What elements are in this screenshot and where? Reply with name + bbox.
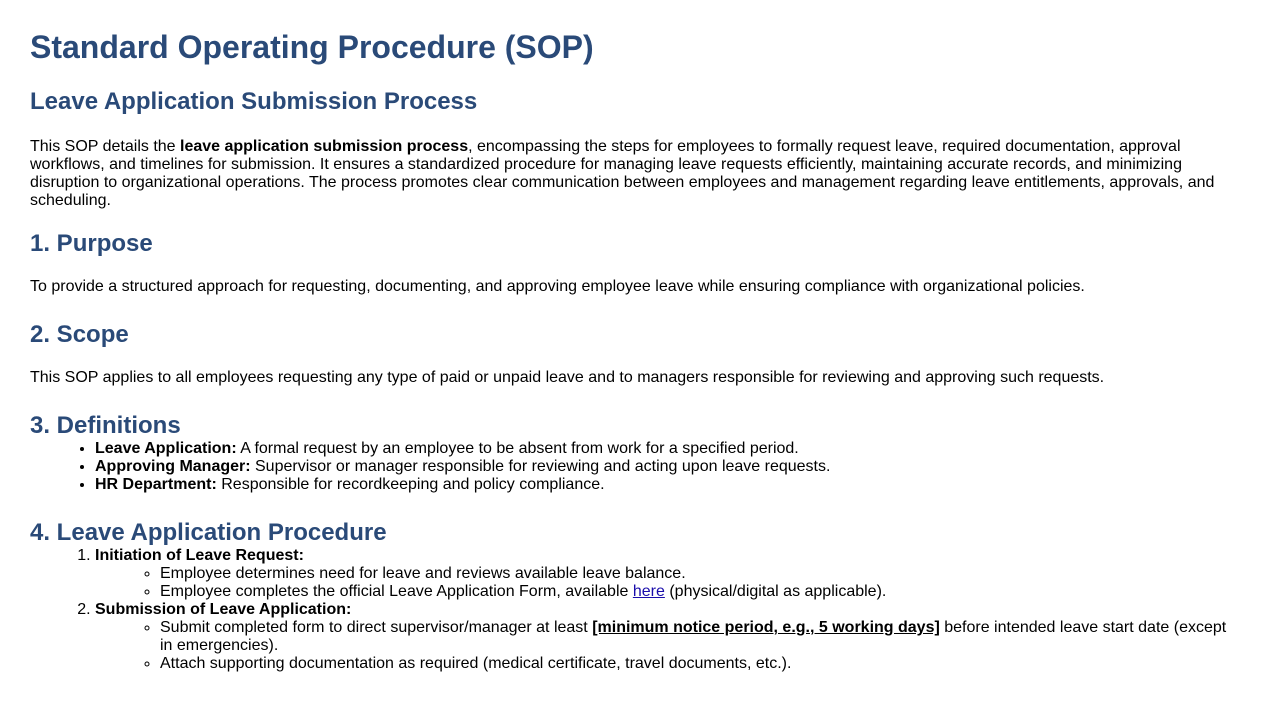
substep-item (160, 619, 1233, 655)
substep-text: Submit completed form to direct supervisor/manager at least (160, 619, 593, 636)
substep-text: (physical/digital as applicable). (664, 583, 887, 600)
purpose-text: To provide a structured approach for requesting, documenting, and approving employee leave while ensuring compliance with organizational policies. (30, 278, 1085, 295)
intro-bold: leave application submission process (180, 138, 469, 155)
definition-desc: Responsible for recordkeeping and policy compliance. (216, 476, 605, 493)
step-substeps (95, 565, 1233, 601)
definition-item (95, 476, 1233, 494)
definitions-list (30, 440, 1233, 494)
procedure-heading: 4. Leave Application Procedure (30, 519, 387, 546)
leave-form-link[interactable]: here (632, 583, 665, 600)
step-substeps (95, 619, 1233, 673)
procedure-step (95, 601, 1233, 673)
definition-term: HR Department: (95, 476, 217, 493)
substep-item: ◦ Employee determines need for leave and reviews available leave balance. (160, 565, 1233, 583)
intro-paragraph (30, 138, 1233, 210)
substep-item (160, 583, 1233, 601)
definition-desc: A formal request by an employee to be absent from work for a specified period. (236, 440, 799, 457)
intro-suffix: , encompassing the steps for employees to formally request leave, required documentation, approval workflows, and timelines for submission. It ensures a standardized procedure for managing leave requests efficiently, maintaining accurate records, and minimizing disruption to organizational operations. The process promotes clear communication between employees and management regarding leave entitlements, approvals, and scheduling. (30, 138, 1215, 209)
purpose-heading: 1. Purpose (30, 230, 153, 257)
page-title: Standard Operating Procedure (SOP) (30, 29, 594, 65)
notice-period-placeholder: [minimum notice period, e.g., 5 working days] (592, 619, 940, 636)
step-title: Initiation of Leave Request: (95, 547, 304, 564)
scope-text: This SOP applies to all employees requesting any type of paid or unpaid leave and to managers responsible for reviewing and approving such requests. (30, 369, 1105, 386)
step-title: Submission of Leave Application: (95, 601, 352, 618)
procedure-steps (30, 547, 1233, 673)
scope-heading: 2. Scope (30, 321, 129, 348)
definitions-heading: 3. Definitions (30, 412, 181, 439)
definition-term: Leave Application: (95, 440, 237, 457)
page-subtitle: Leave Application Submission Process (30, 88, 478, 115)
substep-item: ◦ Attach supporting documentation as required (medical certificate, travel documents, etc.). (160, 655, 1233, 673)
substep-text: Employee completes the official Leave Application Form, available (160, 583, 633, 600)
intro-prefix: This SOP details the (30, 138, 180, 155)
definition-item (95, 458, 1233, 476)
sop-document (0, 29, 1263, 673)
procedure-step (95, 547, 1233, 601)
definition-term: Approving Manager: (95, 458, 251, 475)
definition-item (95, 440, 1233, 458)
substep-text: before intended leave start date (except in emergencies). (160, 619, 1227, 654)
definition-desc: Supervisor or manager responsible for reviewing and acting upon leave requests. (250, 458, 831, 475)
